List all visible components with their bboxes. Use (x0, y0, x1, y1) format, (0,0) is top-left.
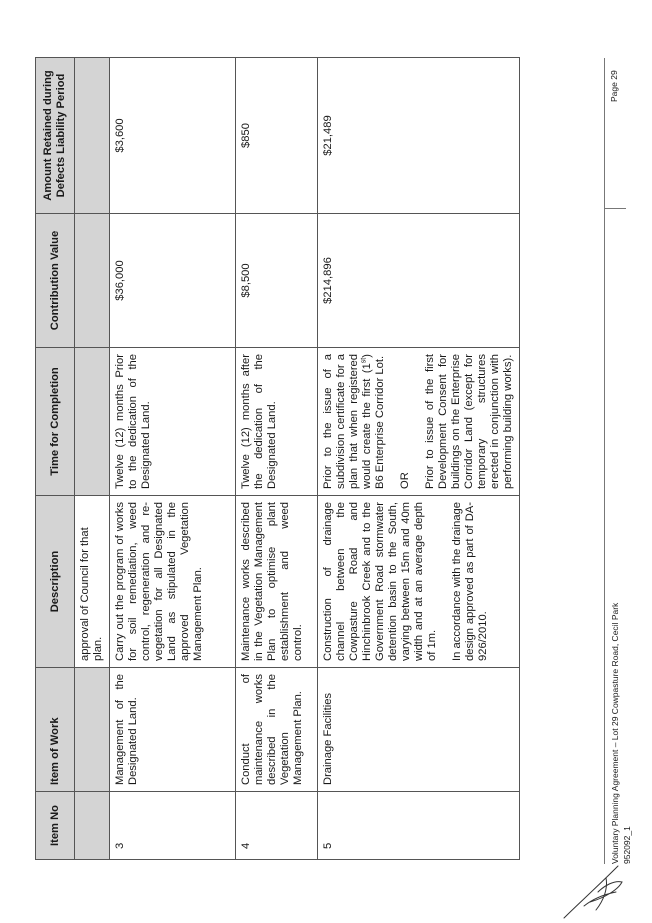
row-description: Carry out the program of works for soil remediation, weed control, regeneration and re-vegetation for all Designated Land as stipulated in the approved Vegetation Management Plan. (110, 496, 236, 668)
table-row (110, 58, 236, 860)
time-text: ) B6 Enterprise Corridor Lot. (361, 354, 386, 489)
row-item-no: 3 (110, 792, 236, 860)
works-table (35, 57, 520, 860)
row-item-of-work: Conduct of maintenance works described in the Vegetation Management Plan. (236, 668, 318, 792)
row-time-for-completion: Twelve (12) months after the dedication of the Designated Land. (236, 348, 318, 496)
footer-divider (604, 208, 626, 209)
row-time-for-completion (318, 348, 520, 496)
footer-text (609, 603, 633, 864)
continuation-gray-cell (75, 792, 110, 860)
footer-rule (604, 58, 605, 864)
ordinal-suffix: st (360, 357, 368, 364)
continuation-description: approval of Council for that plan. (75, 496, 110, 668)
time-text: Prior to the issue of a subdivision certificate for a plan that when registered would create the first (1 (322, 354, 373, 489)
footer-doc-id: 952092_1 (622, 826, 632, 864)
row-amount-retained: $21,489 (318, 58, 520, 214)
row-item-no: 5 (318, 792, 520, 860)
row-time-for-completion: Twelve (12) months Prior to the dedication of the Designated Land. (110, 348, 236, 496)
row-description: Maintenance works described in the Vegetation Management Plan to optimise plant establishment and weed control. (236, 496, 318, 668)
row-item-of-work: Management of the Designated Land. (110, 668, 236, 792)
time-or: OR (399, 472, 411, 489)
continuation-gray-cell (75, 214, 110, 348)
row-contribution-value: $214,896 (318, 214, 520, 348)
header-time-for-completion: Time for Completion (36, 348, 75, 496)
footer-agreement: Voluntary Planning Agreement – Lot 29 Cowpasture Road, Cecil Park (610, 602, 620, 864)
continuation-gray-cell (75, 348, 110, 496)
row-amount-retained: $3,600 (110, 58, 236, 214)
continuation-gray-cell (75, 668, 110, 792)
row-item-of-work: Drainage Facilities (318, 668, 520, 792)
table-row-continuation (75, 58, 110, 860)
row-amount-retained: $850 (236, 58, 318, 214)
header-item-no: Item No (36, 792, 75, 860)
row-item-no: 4 (236, 792, 318, 860)
handwritten-signature (560, 858, 636, 922)
table-header-row (36, 58, 75, 860)
rotated-sheet (25, 28, 632, 898)
row-contribution-value: $8,500 (236, 214, 318, 348)
row-description (318, 496, 520, 668)
header-item-of-work: Item of Work (36, 668, 75, 792)
time-paragraph: Prior to issue of the first Development Consent for buildings on the Enterprise Corridor Land (except for temporary structures erected in conjunction with performing building works). (424, 354, 514, 489)
footer-page-number: Page 29 (609, 70, 619, 102)
description-paragraph: Construction of drainage channel between the Cowpasture Road and Hinchinbrook Creek and to the Government Road stormwater detention basin to the South, varying between 15m and 40m width and at an average depth of 1m. (322, 502, 438, 661)
table-row (236, 58, 318, 860)
time-paragraph (322, 354, 387, 489)
table-row (318, 58, 520, 860)
header-amount-retained: Amount Retained during Defects Liability Period (36, 58, 75, 214)
row-contribution-value: $36,000 (110, 214, 236, 348)
description-paragraph: In accordance with the drainage design approved as part of DA-926/2010. (451, 502, 489, 661)
header-description: Description (36, 496, 75, 668)
header-contribution-value: Contribution Value (36, 214, 75, 348)
continuation-gray-cell (75, 58, 110, 214)
